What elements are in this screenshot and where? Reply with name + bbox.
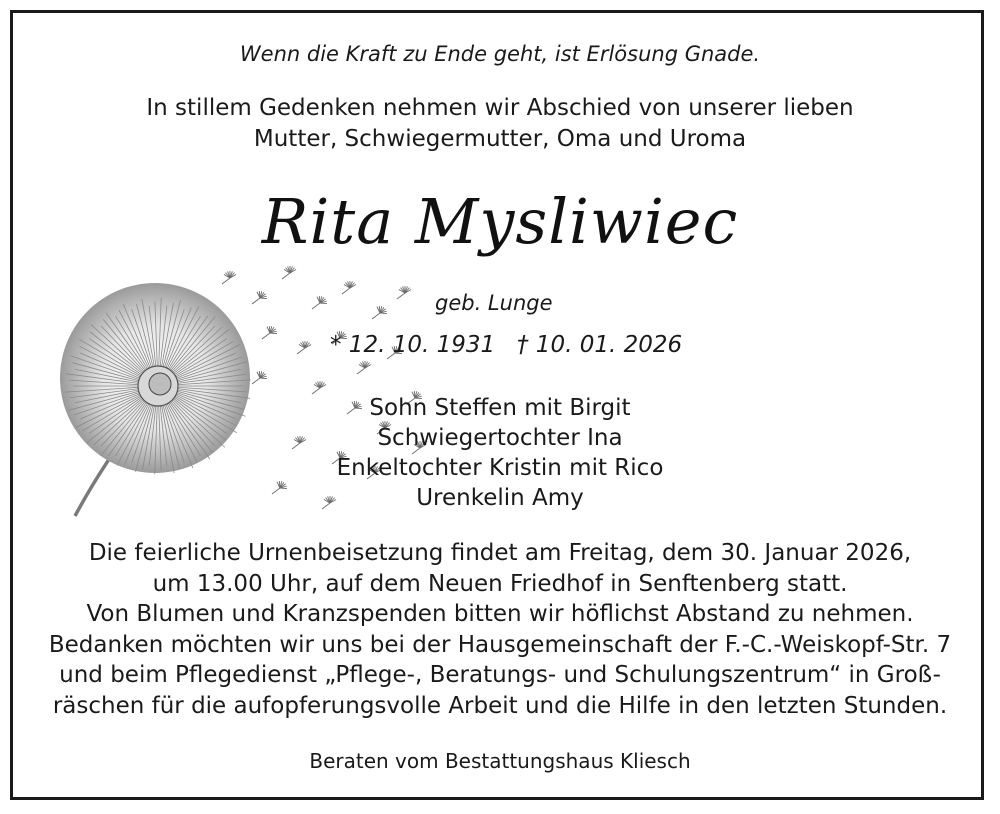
funeral-line: Von Blumen und Kranzspenden bitten wir höflichst Abstand zu nehmen. <box>86 601 914 628</box>
floating-seed <box>272 481 287 494</box>
birth-date: * 12. 10. 1931 <box>330 332 496 358</box>
intro-line: In stillem Gedenken nehmen wir Abschied von unserer lieben <box>146 95 854 121</box>
floating-seed <box>282 266 296 279</box>
funeral-line: räschen für die aufopferungsvolle Arbeit und die Hilfe in den letzten Stunden. <box>52 692 948 719</box>
family-member: Sohn Steffen mit Birgit <box>369 395 631 421</box>
deceased-name: Rita Mysliwiec <box>261 185 739 258</box>
motto: Wenn die Kraft zu Ende geht, ist Erlösung Gnade. <box>239 42 761 66</box>
family-member: Schwiegertochter Ina <box>377 425 623 451</box>
death-date: † 10. 01. 2026 <box>517 332 683 358</box>
floating-seed <box>357 361 371 374</box>
funeral-line: Bedanken möchten wir uns bei der Hausgemeinschaft der F.-C.-Weiskopf-Str. 7 <box>48 631 952 658</box>
family-member: Urenkelin Amy <box>416 485 584 511</box>
born-name: geb. Lunge <box>435 291 553 315</box>
floating-seed <box>252 291 267 304</box>
undertaker-note: Beraten vom Bestattungshaus Kliesch <box>309 749 691 773</box>
floating-seed <box>297 341 311 354</box>
floating-seed <box>292 436 306 449</box>
floating-seed <box>312 296 327 309</box>
funeral-line: Die feierliche Urnenbeisetzung findet am Freitag, dem 30. Januar 2026, <box>88 540 912 566</box>
family-list <box>315 393 685 513</box>
funeral-line: um 13.00 Uhr, auf dem Neuen Friedhof in Senftenberg statt. <box>152 570 848 597</box>
funeral-details <box>0 538 1000 722</box>
intro-text <box>0 93 1000 155</box>
family-member: Enkeltochter Kristin mit Rico <box>336 455 664 481</box>
floating-seed <box>372 306 387 319</box>
floating-seed <box>397 286 411 299</box>
intro-line: Mutter, Schwiegermutter, Oma und Uroma <box>253 126 747 152</box>
funeral-line: und beim Pflegedienst „Pflege-, Beratungs- und Schulungszentrum“ in Groß- <box>59 662 941 689</box>
floating-seed <box>262 326 277 339</box>
floating-seed <box>222 271 236 284</box>
floating-seed <box>342 281 356 294</box>
floating-seed <box>252 371 267 384</box>
